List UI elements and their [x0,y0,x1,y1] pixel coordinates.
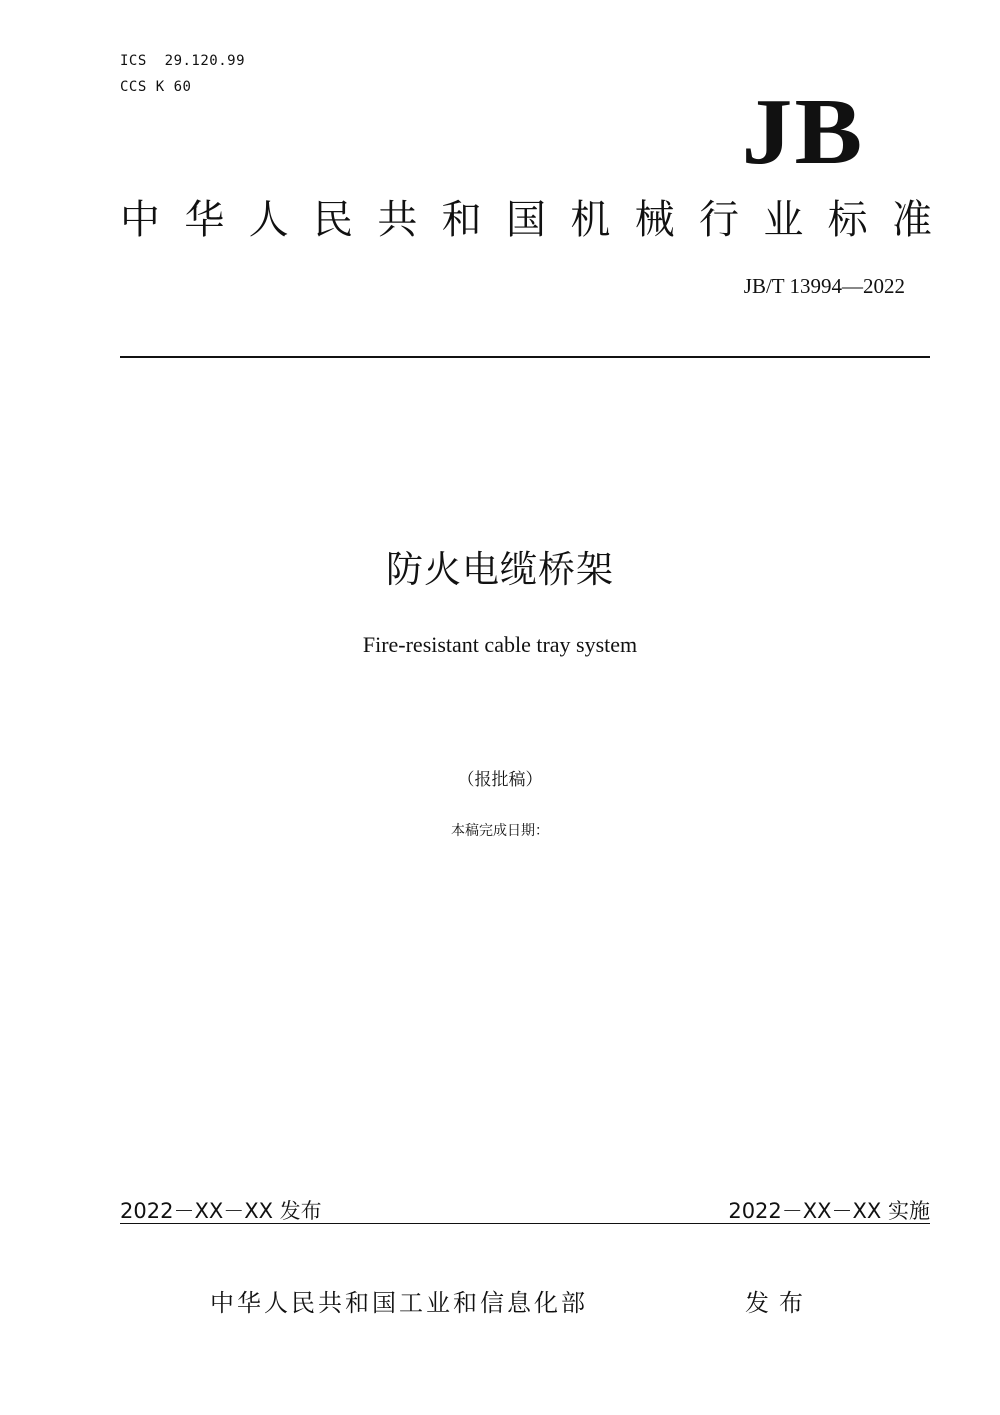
ics-code: ICS 29.120.99 [120,53,246,69]
bottom-divider [120,1223,930,1224]
draft-stage-label: （报批稿） [457,770,543,790]
top-divider [120,356,930,358]
implementation-date: 2022－XX－XX 实施 [728,1199,930,1223]
issue-date: 2022－XX－XX 发布 [120,1199,322,1223]
standard-number: JB/T 13994—2022 [743,274,905,298]
document-title-english: Fire-resistant cable tray system [362,632,638,657]
completion-date-label: 本稿完成日期： [451,823,549,839]
ccs-code: CCS K 60 [120,79,192,95]
document-title-chinese: 防火电缆桥架 [386,548,614,591]
standard-category-heading: 中华人民共和国机械行业标准 [120,197,932,243]
jb-logo: JB [741,80,865,184]
issue-word: 发布 [745,1289,813,1317]
issuing-authority: 中华人民共和国工业和信息化部 [210,1289,588,1317]
